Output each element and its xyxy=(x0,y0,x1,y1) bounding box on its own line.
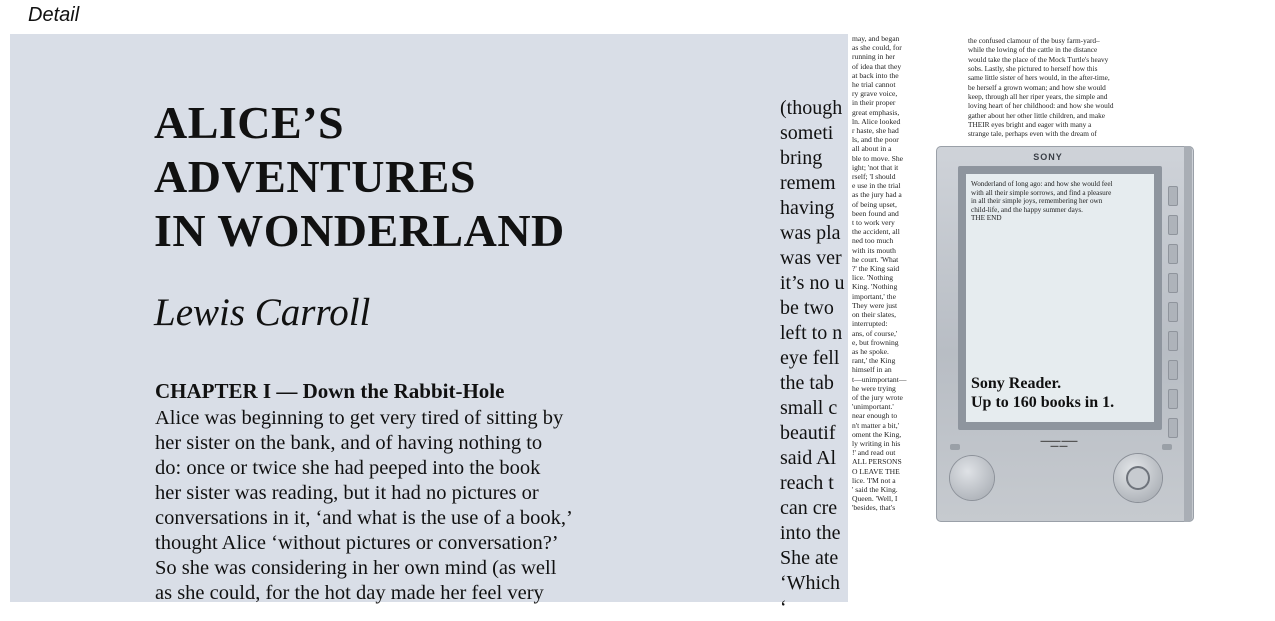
print-overlay xyxy=(848,34,1260,602)
column-line: She ate xyxy=(780,547,839,569)
ad-image xyxy=(10,34,1260,619)
body-line: thought Alice ‘without pictures or conversation?’ xyxy=(155,532,559,554)
column-line: eye fell xyxy=(780,347,840,369)
screen-line: child-life, and the happy summer days. xyxy=(971,205,1083,214)
small-line: been found and xyxy=(852,208,899,218)
small-line: gather about her other little children, and make xyxy=(968,110,1105,120)
column-line: was pla xyxy=(780,222,841,244)
column-line: someti xyxy=(780,122,834,144)
column-line: said Al xyxy=(780,447,837,469)
small-line: important,' the xyxy=(852,291,896,301)
small-line: with its mouth xyxy=(852,245,896,255)
small-line: as she could, for xyxy=(852,43,902,53)
small-line: himself in an xyxy=(852,365,892,375)
small-line: ight; 'not that it xyxy=(852,162,899,172)
column-line: was ver xyxy=(780,247,842,269)
book-title-line: IN WONDERLAND xyxy=(154,205,565,256)
small-line: 'unimportant.' xyxy=(852,402,894,412)
number-button xyxy=(1168,418,1178,438)
body-line: conversations in it, ‘and what is the use of a book,’ xyxy=(155,507,573,529)
small-line: he trial cannot xyxy=(852,80,896,90)
small-line: loving heart of her childhood: and how she would xyxy=(968,101,1114,111)
small-line: running in her xyxy=(852,52,896,62)
small-line: rself; 'I should xyxy=(852,172,896,182)
book-author: Lewis Carroll xyxy=(154,291,371,334)
device-screen xyxy=(966,174,1154,422)
small-line: rant,' the King xyxy=(852,356,896,366)
small-line: King. 'Nothing xyxy=(852,282,898,292)
small-line: r haste, she had xyxy=(852,126,899,136)
small-line: strange tale, perhaps even with the dream of xyxy=(968,129,1097,139)
body-line: do: once or twice she had peeped into the book xyxy=(155,457,541,479)
device-brand: SONY xyxy=(1033,152,1063,162)
book-title xyxy=(154,96,565,258)
number-button xyxy=(1168,331,1178,351)
chapter-heading: CHAPTER I — Down the Rabbit-Hole xyxy=(155,379,505,403)
book-title-line: ADVENTURES xyxy=(154,151,476,202)
column-line: into the xyxy=(780,522,841,544)
small-line: ln. Alice looked xyxy=(852,116,901,126)
screen-line: in all their simple joys, remembering her own xyxy=(971,197,1103,206)
column-line: ‘Which xyxy=(780,572,840,594)
headline-line: Sony Reader. xyxy=(971,375,1062,392)
small-line: O LEAVE THE xyxy=(852,466,900,476)
small-line: ' said the King. xyxy=(852,484,898,494)
small-line: as he spoke. xyxy=(852,346,889,356)
small-line: would take the place of the Mock Turtle's heavy xyxy=(968,54,1109,64)
small-line: keep, through all her riper years, the simple and xyxy=(968,92,1108,102)
column-line: it’s no u xyxy=(780,272,845,294)
small-line: 'besides, that's xyxy=(852,503,896,513)
sony-reader-device xyxy=(936,146,1194,522)
small-line: Queen. 'Well, I xyxy=(852,494,898,504)
small-line: oment the King, xyxy=(852,429,902,439)
screen-line: THE END xyxy=(971,214,1002,223)
number-button xyxy=(1168,360,1178,380)
small-line: ALL PERSONS xyxy=(852,457,902,467)
column-line: bring xyxy=(780,147,823,169)
small-line: of the jury wrote xyxy=(852,392,903,402)
small-line: of being upset, xyxy=(852,199,897,209)
small-line: all about in a xyxy=(852,144,892,154)
small-line: t to work very xyxy=(852,218,895,228)
number-button xyxy=(1168,215,1178,235)
column-line: ‘ xyxy=(780,597,787,619)
small-line: on their slates, xyxy=(852,310,897,320)
small-line: near enough to xyxy=(852,411,898,421)
device-side-edge xyxy=(1184,146,1192,522)
small-line: he were trying xyxy=(852,383,896,393)
small-line: n't matter a bit,' xyxy=(852,420,900,430)
headline-line: Up to 160 books in 1. xyxy=(971,394,1115,411)
small-line: of idea that they xyxy=(852,61,902,71)
column-line: small c xyxy=(780,397,838,419)
body-line: Alice was beginning to get very tired of sitting by xyxy=(155,407,564,429)
number-button xyxy=(1168,244,1178,264)
number-button xyxy=(1168,186,1178,206)
small-line: be herself a grown woman; and how she would xyxy=(968,82,1106,92)
column-line: reach t xyxy=(780,472,834,494)
column-line: remem xyxy=(780,172,836,194)
small-line: ned too much xyxy=(852,236,894,246)
left-nav-pad xyxy=(950,456,994,500)
column-line: be two xyxy=(780,297,834,319)
small-line: They were just xyxy=(852,300,898,310)
small-line: same little sister of hers would, in the after-time, xyxy=(968,73,1110,83)
center-button xyxy=(1128,468,1148,488)
small-line: THEIR eyes bright and eager with many a xyxy=(968,120,1092,130)
device-fine-print: ▬▬▬▬▬ ▬▬▬▬ ▬▬ ▬▬ xyxy=(1040,438,1078,448)
small-line: sobs. Lastly, she pictured to herself how this xyxy=(968,64,1098,74)
ad-headline xyxy=(971,374,1114,412)
number-button xyxy=(1168,273,1178,293)
column-line: (though xyxy=(780,97,843,119)
column-line: the tab xyxy=(780,372,834,394)
column-line: can cre xyxy=(780,497,838,519)
screen-line: Wonderland of long ago: and how she would feel xyxy=(971,180,1113,188)
column-line: beautif xyxy=(780,422,836,444)
chapter-body xyxy=(155,406,635,606)
small-button xyxy=(950,444,960,450)
number-button xyxy=(1168,389,1178,409)
column-line: left to n xyxy=(780,322,843,344)
small-line: ry grave voice, xyxy=(852,89,898,99)
column-line: having xyxy=(780,197,835,219)
small-line: great emphasis, xyxy=(852,107,900,117)
side-button-column xyxy=(1168,186,1178,447)
small-line: while the lowing of the cattle in the distance xyxy=(968,45,1098,55)
small-line: interrupted: xyxy=(852,319,888,329)
right-nav-pad xyxy=(1114,454,1162,502)
small-line: ly writing in his xyxy=(852,438,901,448)
small-line: lice. 'Nothing xyxy=(852,273,894,283)
small-line: e use in the trial xyxy=(852,181,901,191)
screen-bezel xyxy=(958,166,1162,430)
body-line: So she was considering in her own mind (as well xyxy=(155,557,557,579)
small-line: he court. 'What xyxy=(852,254,899,264)
detail-label: Detail xyxy=(28,4,80,26)
book-title-line: ALICE’S xyxy=(154,97,345,148)
small-line: t—unimportant— xyxy=(852,374,907,384)
small-line: in their proper xyxy=(852,98,896,108)
body-line: her sister on the bank, and of having nothing to xyxy=(155,432,543,454)
small-line: the confused clamour of the busy farm-yard– xyxy=(968,36,1100,45)
small-line: the accident, all xyxy=(852,227,900,237)
small-line: ?' the King said xyxy=(852,264,900,274)
small-line: ans, of course,' xyxy=(852,328,898,338)
screen-text xyxy=(971,180,1151,223)
body-line: as she could, for the hot day made her feel very xyxy=(155,582,544,604)
small-print-column xyxy=(852,34,912,513)
small-line: may, and began xyxy=(852,34,900,43)
small-line: ls, and the poor xyxy=(852,135,899,145)
small-line: lice. 'I'M not a xyxy=(852,475,896,485)
small-line: !' and read out xyxy=(852,448,896,458)
small-line: ble to move. She xyxy=(852,153,904,163)
number-button xyxy=(1168,302,1178,322)
small-line: as the jury had a xyxy=(852,190,902,200)
book-ending-text xyxy=(968,36,1146,139)
small-button xyxy=(1162,444,1172,450)
screen-line: with all their simple sorrows, and find a pleasure xyxy=(971,188,1112,197)
small-line: e, but frowning xyxy=(852,337,899,347)
body-line: her sister was reading, but it had no pictures or xyxy=(155,482,539,504)
small-line: at back into the xyxy=(852,70,899,80)
